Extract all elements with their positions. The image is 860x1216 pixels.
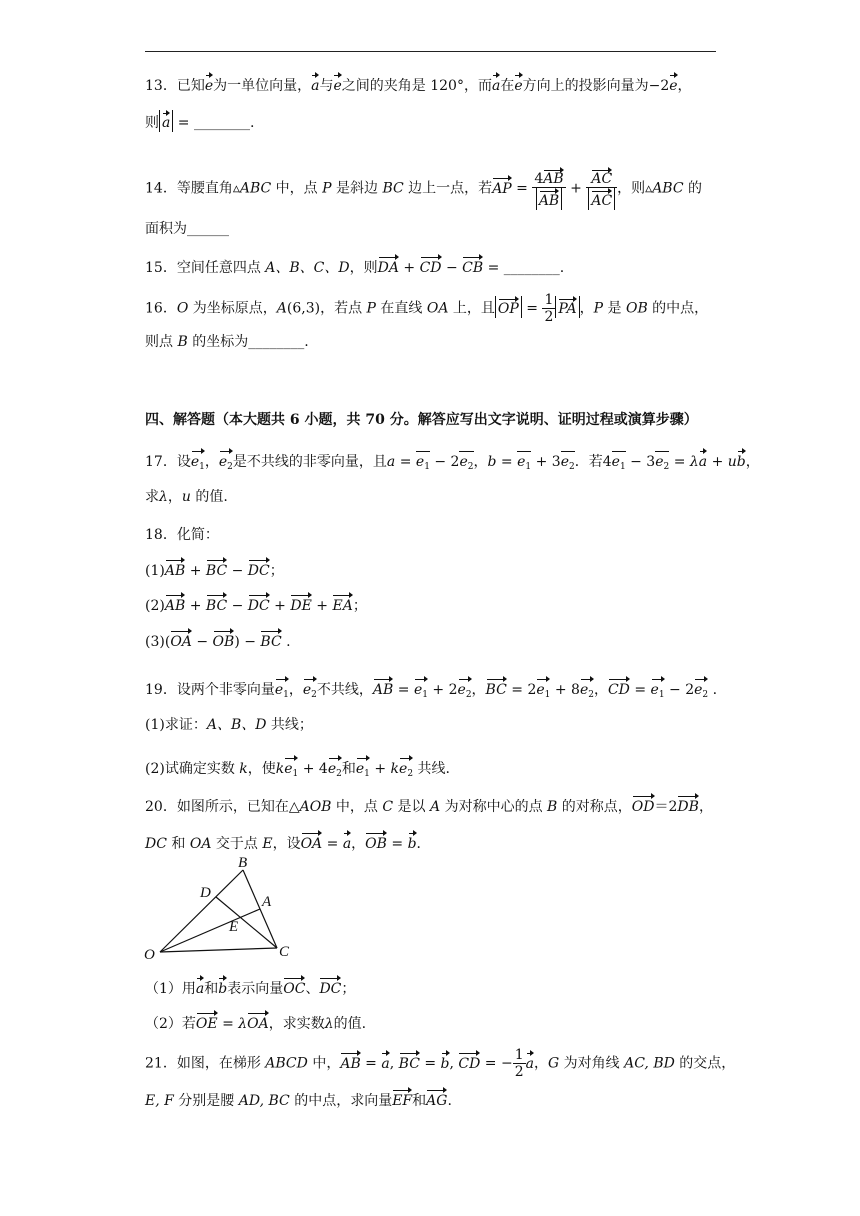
question-19-line-1: 19．设两个非零向量$e_1$，$e_2$不共线，AB = $e_1 + 2e_2$，BC = $2e_1 + 8e_2$，CD = $e_1 - 2e_2$ .: [145, 676, 717, 705]
segment-oa: [160, 909, 260, 952]
segment-oc: [160, 948, 277, 952]
question-20-part-1: （1）用a和b表示向量OC、DC；: [145, 975, 355, 999]
question-20-line-2: DC 和 OA 交于点 E，设OA = a，OB = b．: [145, 830, 431, 854]
question-13-line-2: 则 a = ________.: [145, 110, 254, 133]
label-d: D: [200, 885, 211, 901]
label-b: B: [238, 855, 248, 871]
question-20-part-2: （2）若OE = λOA，求实数λ的值.: [145, 1010, 366, 1034]
header-rule: [145, 51, 716, 52]
question-14-line-2: 面积为______: [145, 221, 229, 237]
fraction-ac: $\frac{AC}{AC}$: [586, 167, 617, 210]
question-19-part-1: (1)求证：A、B、D 共线；: [145, 717, 313, 733]
question-15-line: 15．空间任意四点 A、B、C、D，则DA + CD − CB = ________.: [145, 254, 564, 278]
question-20-line-1: 20．如图所示，已知在△AOB 中，点 C 是以 A 为对称中心的点 B 的对称点，OD＝2DB，: [145, 793, 713, 817]
label-o: O: [144, 947, 155, 963]
question-13-line-1: 13．已知e为一单位向量，a与e之间的夹角是 120°，而a在e方向上的投影向量为−2e，: [145, 72, 692, 96]
question-16-line-2: 则点 B 的坐标为________.: [145, 334, 309, 350]
label-a: A: [262, 894, 272, 910]
question-17-line-2: 求λ，u 的值.: [145, 489, 228, 505]
question-18-part-3: (3)(OA − OB) − BC .: [145, 628, 291, 652]
question-18-title: 18．化简：: [145, 527, 219, 543]
question-19-part-2: (2)试确定实数 k，使$ke_1 + 4e_2$和$e_1 + ke_2$ 共线.: [145, 755, 450, 784]
question-18-part-2: (2)AB + BC − DC + DE + EA；: [145, 592, 367, 616]
question-16-line-1: 16．O 为坐标原点，A(6,3)，若点 P 在直线 OA 上，且 OP = $\frac{1}{2}$ PA ，P 是 OB 的中点，: [145, 292, 709, 325]
question-17-line-1: 17．设$e_1$，$e_2$是不共线的非零向量，且$a = e_1 - 2e_2$，$b = e_1 + 3e_2$．若$4e_1 - 3e_2 = \lambda a$ + ub，: [145, 448, 760, 477]
question-14-line-1: 14．等腰直角▵ABC 中，点 P 是斜边 BC 边上一点，若AP = $\frac{4AB}{AB}$ + $\frac{AC}{AC}$ ，则▵ABC 的: [145, 167, 702, 210]
fraction-ab: $\frac{4AB}{AB}$: [532, 167, 565, 210]
question-21-line-2: E, F 分别是腰 AD, BC 的中点，求向量EF和AG.: [145, 1087, 452, 1111]
question-18-part-1: (1)AB + BC − DC；: [145, 557, 284, 581]
question-21-line-1: 21．如图，在梯形 ABCD 中，AB = a, BC = b, CD = − $\frac{1}{2}$ a，G 为对角线 AC, BD 的交点，: [145, 1047, 736, 1080]
section-4-header: 四、解答题（本大题共 6 小题，共 70 分。解答应写出文字说明、证明过程或演算步骤）: [145, 412, 698, 428]
segment-ob: [160, 870, 243, 952]
label-e: E: [229, 919, 239, 935]
triangle-figure: [140, 853, 300, 968]
label-c: C: [279, 944, 290, 960]
